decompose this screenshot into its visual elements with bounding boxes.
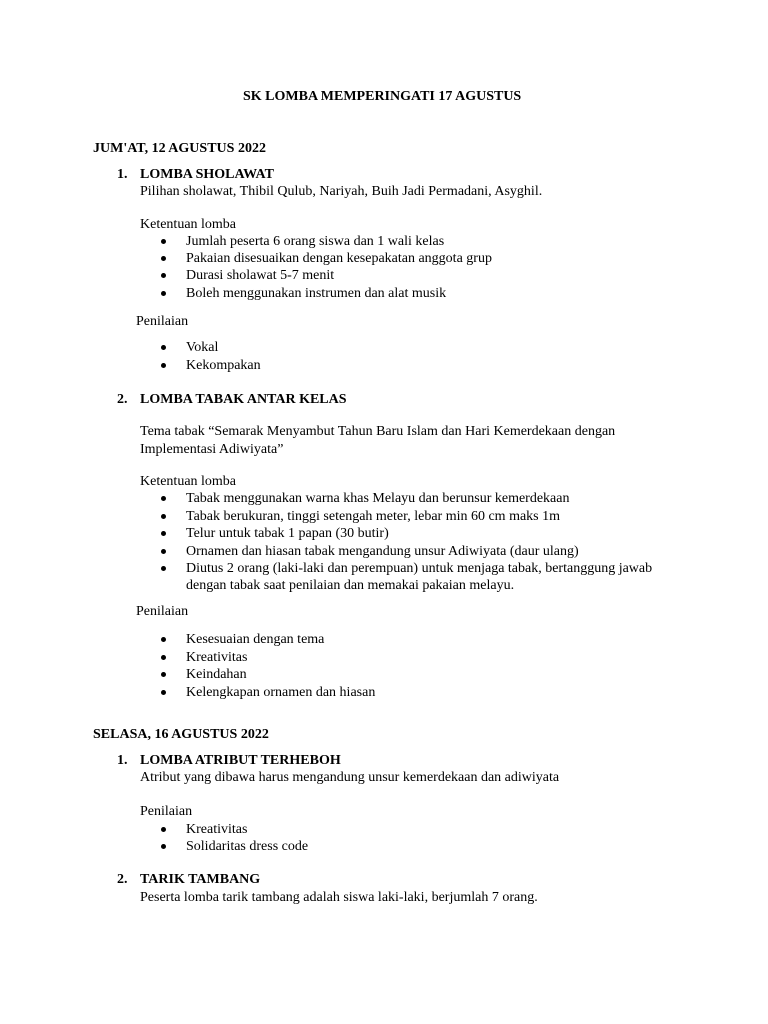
day1-event2-rule: Diutus 2 orang (laki-laki dan perempuan) untuk menjaga tabak, bertanggung jawab: [186, 561, 653, 576]
day1-event1-rule: Pakaian disesuaikan dengan kesepakatan anggota grup: [186, 251, 492, 266]
day2-event1-name: LOMBA ATRIBUT TERHEBOH: [140, 753, 341, 768]
day2-event1-desc: Atribut yang dibawa harus mengandung unsur kemerdekaan dan adiwiyata: [140, 770, 560, 785]
day1-event2-judging-item: Kreativitas: [186, 650, 248, 665]
day1-heading: JUM'AT, 12 AGUSTUS 2022: [93, 141, 266, 156]
bullet-icon: [161, 690, 166, 695]
day1-event2-rules-label: Ketentuan lomba: [140, 474, 237, 489]
day1-event2-rule: Tabak menggunakan warna khas Melayu dan berunsur kemerdekaan: [186, 491, 570, 506]
bullet-icon: [161, 496, 166, 501]
bullet-icon: [161, 637, 166, 642]
bullet-icon: [161, 291, 166, 296]
day1-event1-rule: Jumlah peserta 6 orang siswa dan 1 wali kelas: [186, 234, 445, 249]
bullet-icon: [161, 256, 166, 261]
bullet-icon: [161, 827, 166, 832]
bullet-icon: [161, 531, 166, 536]
bullet-icon: [161, 844, 166, 849]
day1-event2-judging-label: Penilaian: [136, 604, 189, 619]
day1-event1-number: 1.: [117, 167, 128, 182]
day1-event2-judging-item: Keindahan: [186, 667, 247, 682]
bullet-icon: [161, 514, 166, 519]
day1-event2-number: 2.: [117, 392, 128, 407]
day1-event2-judging-item: Kelengkapan ornamen dan hiasan: [186, 685, 376, 700]
day1-event1-judging-label: Penilaian: [136, 314, 189, 329]
day2-event2-number: 2.: [117, 872, 128, 887]
day1-event2-rule: Tabak berukuran, tinggi setengah meter, lebar min 60 cm maks 1m: [186, 509, 561, 524]
bullet-icon: [161, 655, 166, 660]
day2-event1-number: 1.: [117, 753, 128, 768]
bullet-icon: [161, 345, 166, 350]
bullet-icon: [161, 363, 166, 368]
day1-event1-desc: Pilihan sholawat, Thibil Qulub, Nariyah, Buih Jadi Permadani, Asyghil.: [140, 184, 543, 199]
day2-event1-judging-label: Penilaian: [140, 804, 193, 819]
bullet-icon: [161, 549, 166, 554]
bullet-icon: [161, 566, 166, 571]
day1-event2-theme-line2: Implementasi Adiwiyata”: [140, 442, 284, 457]
day2-heading: SELASA, 16 AGUSTUS 2022: [93, 727, 269, 742]
bullet-icon: [161, 273, 166, 278]
document-title: SK LOMBA MEMPERINGATI 17 AGUSTUS: [243, 89, 522, 104]
day1-event1-rules-label: Ketentuan lomba: [140, 217, 237, 232]
day2-event2-desc: Peserta lomba tarik tambang adalah siswa laki-laki, berjumlah 7 orang.: [140, 890, 538, 905]
day1-event1-name: LOMBA SHOLAWAT: [140, 167, 274, 182]
day1-event2-rule: Ornamen dan hiasan tabak mengandung unsur Adiwiyata (daur ulang): [186, 544, 579, 559]
day2-event1-judging-item: Solidaritas dress code: [186, 839, 309, 854]
day1-event1-judging-item: Vokal: [186, 340, 219, 355]
day1-event2-judging-item: Kesesuaian dengan tema: [186, 632, 325, 647]
day1-event2-rule: Telur untuk tabak 1 papan (30 butir): [186, 526, 389, 541]
day1-event2-name: LOMBA TABAK ANTAR KELAS: [140, 392, 347, 407]
bullet-icon: [161, 672, 166, 677]
day1-event1-judging-item: Kekompakan: [186, 358, 261, 373]
day1-event2-rule-continuation: dengan tabak saat penilaian dan memakai pakaian melayu.: [186, 578, 515, 593]
day2-event1-judging-item: Kreativitas: [186, 822, 248, 837]
day1-event1-rule: Boleh menggunakan instrumen dan alat musik: [186, 286, 447, 301]
day2-event2-name: TARIK TAMBANG: [140, 872, 261, 887]
bullet-icon: [161, 239, 166, 244]
day1-event1-rule: Durasi sholawat 5-7 menit: [186, 268, 335, 283]
day1-event2-theme-line1: Tema tabak “Semarak Menyambut Tahun Baru Islam dan Hari Kemerdekaan dengan: [140, 424, 616, 439]
